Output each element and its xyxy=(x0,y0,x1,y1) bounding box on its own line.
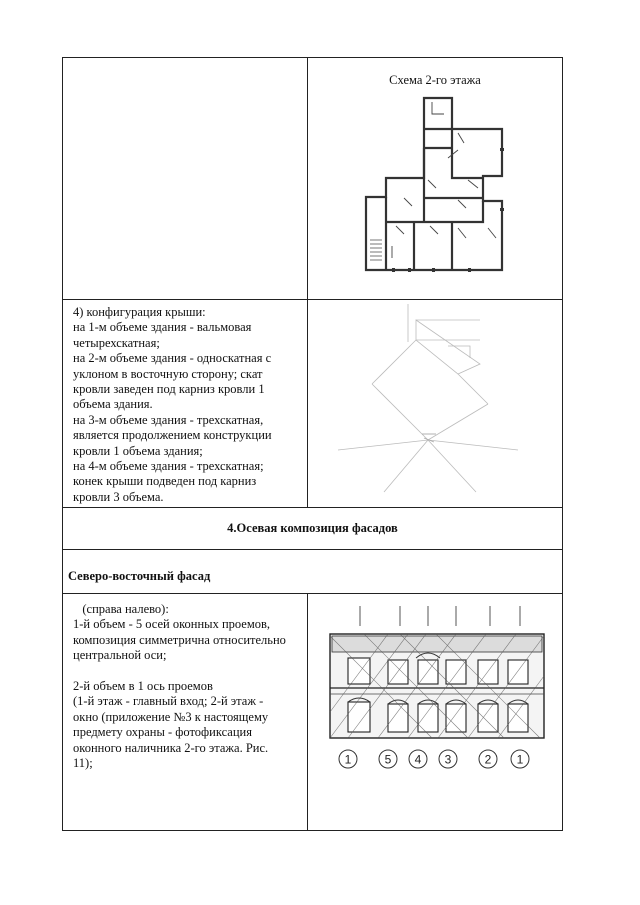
roof-line: кровли заведен под карниз кровли 1 xyxy=(73,382,265,397)
roof-line: на 4-м объеме здания - трехскатная; xyxy=(73,459,264,474)
axis-label: 4 xyxy=(414,752,422,767)
roof-line: кровли 1 объема здания; xyxy=(73,443,203,458)
facade-line: 2-й объем в 1 ось проемов xyxy=(73,679,213,694)
section-title: 4.Осевая композиция фасадов xyxy=(227,521,398,535)
axis-label: 3 xyxy=(444,752,452,767)
facade-drawing xyxy=(308,602,562,782)
row-floor-plan xyxy=(63,58,563,300)
facade-line xyxy=(73,664,301,679)
facade-line: (1-й этаж - главный вход; 2-й этаж - xyxy=(73,694,264,709)
roof-line: на 1-м объеме здания - вальмовая xyxy=(73,320,252,335)
axis-label: 2 xyxy=(484,752,492,767)
facade-text-cell xyxy=(63,594,308,831)
row-facade-subtitle xyxy=(63,550,563,594)
roof-line: конек крыши подведен под карниз xyxy=(73,474,257,489)
floor-plan-cell xyxy=(308,58,563,300)
roof-plan-drawing xyxy=(308,300,562,506)
roof-plan-cell xyxy=(308,300,563,508)
axis-label: 1 xyxy=(516,752,524,767)
facade-line: окно (приложение №3 к настоящему xyxy=(73,709,269,724)
facade-line: центральной оси; xyxy=(73,648,167,663)
roof-line: объема здания. xyxy=(73,397,153,412)
facade-line: предмету охраны - фотофиксация xyxy=(73,725,252,740)
axis-label: 1 xyxy=(344,752,352,767)
facade-line: 11); xyxy=(73,756,93,771)
section-title-cell xyxy=(63,508,563,550)
roof-line: кровли 3 объема. xyxy=(73,489,164,504)
row-section-title xyxy=(63,508,563,550)
facade-subtitle-cell xyxy=(63,550,563,594)
row-facade-composition xyxy=(63,594,563,831)
facade-subtitle: Северо-восточный фасад xyxy=(68,569,211,583)
facade-drawing-cell xyxy=(308,594,563,831)
roof-line: является продолжением конструкции xyxy=(73,428,272,443)
roof-line: уклоном в восточную сторону; скат xyxy=(73,366,263,381)
floor-plan-caption: Схема 2-го этажа xyxy=(389,73,481,87)
protection-subject-table xyxy=(62,57,563,831)
facade-line: композиция симметрична относительно xyxy=(73,632,286,647)
facade-line: оконного наличника 2-го этажа. Рис. xyxy=(73,740,269,755)
axis-label: 5 xyxy=(384,752,392,767)
facade-line: 1-й объем - 5 осей оконных проемов, xyxy=(73,617,271,632)
facade-line: (справа налево): xyxy=(73,602,169,616)
roof-line: на 3-м объеме здания - трехскатная, xyxy=(73,412,264,427)
floor-plan-drawing xyxy=(308,88,562,288)
roof-line: четырехскатная; xyxy=(73,335,160,350)
row-roof-configuration xyxy=(63,300,563,508)
roof-line: 4) конфигурация крыши: xyxy=(73,305,206,319)
roof-text-cell xyxy=(63,300,308,508)
roof-line: на 2-м объеме здания - односкатная с xyxy=(73,351,272,366)
empty-cell xyxy=(63,58,308,300)
